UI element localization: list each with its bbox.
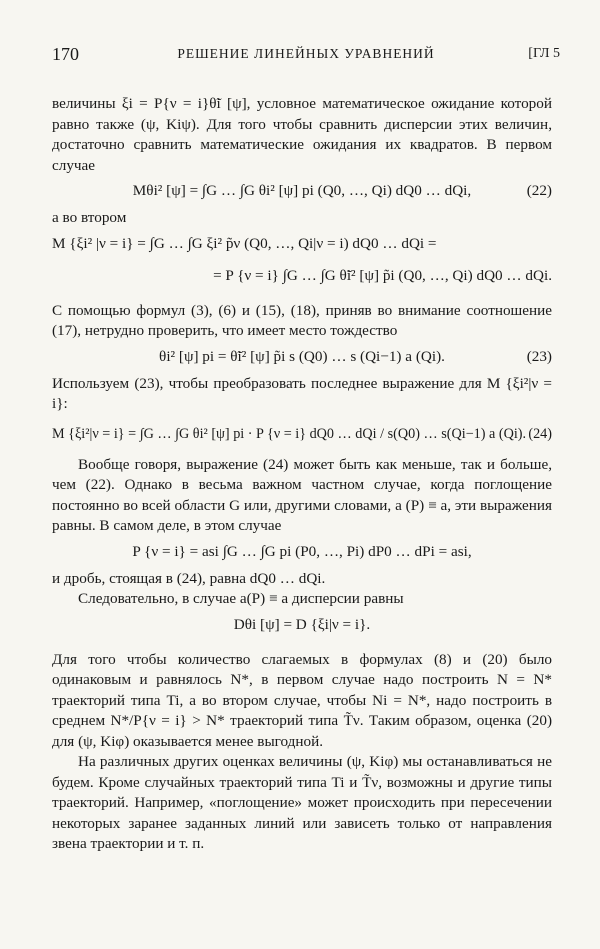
chapter-marker: [ГЛ 5 [528,46,560,61]
equation-22 [52,176,552,208]
equation-second-case-line1 [52,229,552,261]
equation-text: θi² [ψ] pi = θ̃i² [ψ] p̃i s (Q0) … s (Qi−1) a (Qi). [159,347,445,365]
equation-variance [52,610,552,642]
paragraph: а во втором [52,209,127,226]
equation-second-case-line2 [52,261,552,293]
equation-number: (23) [526,347,552,365]
equation-text: M {ξi²|ν = i} = ∫G … ∫G θi² [ψ] pi · P {ν = i} dQ0 … dQi / s(Q0) … s(Qi−1) a (Qi). [52,425,527,442]
equation-23 [52,342,552,374]
paragraph: Для того чтобы количество слагаемых в формулах (8) и (20) было одинаковым и равнялось N*, в первом случае надо построить N = N* траекторий типа Ti, а во втором случае, чтобы Ni = N*, надо построить в среднем N*/P{ν = i} > N* траекторий типа T̃ν. Таким образом, оценка (20) для (ψ, Kiφ) оказывается менее выгодной. [52,650,552,750]
equation-text: Mθi² [ψ] = ∫G … ∫G θi² [ψ] pi (Q0, …, Qi) dQ0 … dQi, [132,182,472,199]
page-number: 170 [52,44,79,64]
paragraph: На различных других оценках величины (ψ, Kiφ) мы останавливаться не будем. Кроме случайных траекторий типа Ti и T̃ν, возможны и другие типы траекторий. Например, «поглощение» может происходить при пересечении некоторых заранее заданных линий или зависеть только от направления звена траектории и т. п. [52,753,552,852]
equation-24 [52,415,552,455]
paragraph: Используем (23), чтобы преобразовать последнее выражение для M {ξi²|ν = i}: [52,374,552,412]
paragraph: Вообще говоря, выражение (24) может быть как меньше, так и больше, чем (22). Однако в весьма важном частном случае, когда поглощение постоянно во всей области G или, другими словами, a (P) ≡ a, эти выражения равны. В самом деле, в этом случае [52,455,552,534]
page-body [52,94,552,855]
paragraph: и дробь, стоящая в (24), равна dQ0 … dQi. [52,569,326,587]
running-title: РЕШЕНИЕ ЛИНЕЙНЫХ УРАВНЕНИЙ [177,46,435,61]
equation-text: = P {ν = i} ∫G … ∫G θ̃i² [ψ] p̃i (Q0, …, Qi) dQ0 … dQi. [213,266,552,284]
equation-probability [52,537,552,569]
equation-number: (24) [528,425,552,442]
equation-text: Dθi [ψ] = D {ξi|ν = i}. [233,615,371,633]
equation-text: P {ν = i} = asi ∫G … ∫G pi (P0, …, Pi) dP0 … dPi = asi, [132,542,472,560]
running-header [52,44,560,66]
equation-number: (22) [526,182,552,199]
paragraph: Следовательно, в случае a(P) ≡ a дисперсии равны [78,590,404,607]
paragraph: величины ξi = P{ν = i}θ̃i [ψ], условное математическое ожидание которой равно также (ψ, Kiψ). Для того чтобы сравнить дисперсии этих величин, достаточно сравнить математические ожидания их квадратов. В первом случае [52,95,552,174]
equation-text: M {ξi² |ν = i} = ∫G … ∫G ξi² p̃ν (Q0, …, Qi|ν = i) dQ0 … dQi = [52,234,437,252]
paragraph: С помощью формул (3), (6) и (15), (18), приняв во внимание соотношение (17), нетрудно проверить, что имеет место тождество [52,301,552,339]
